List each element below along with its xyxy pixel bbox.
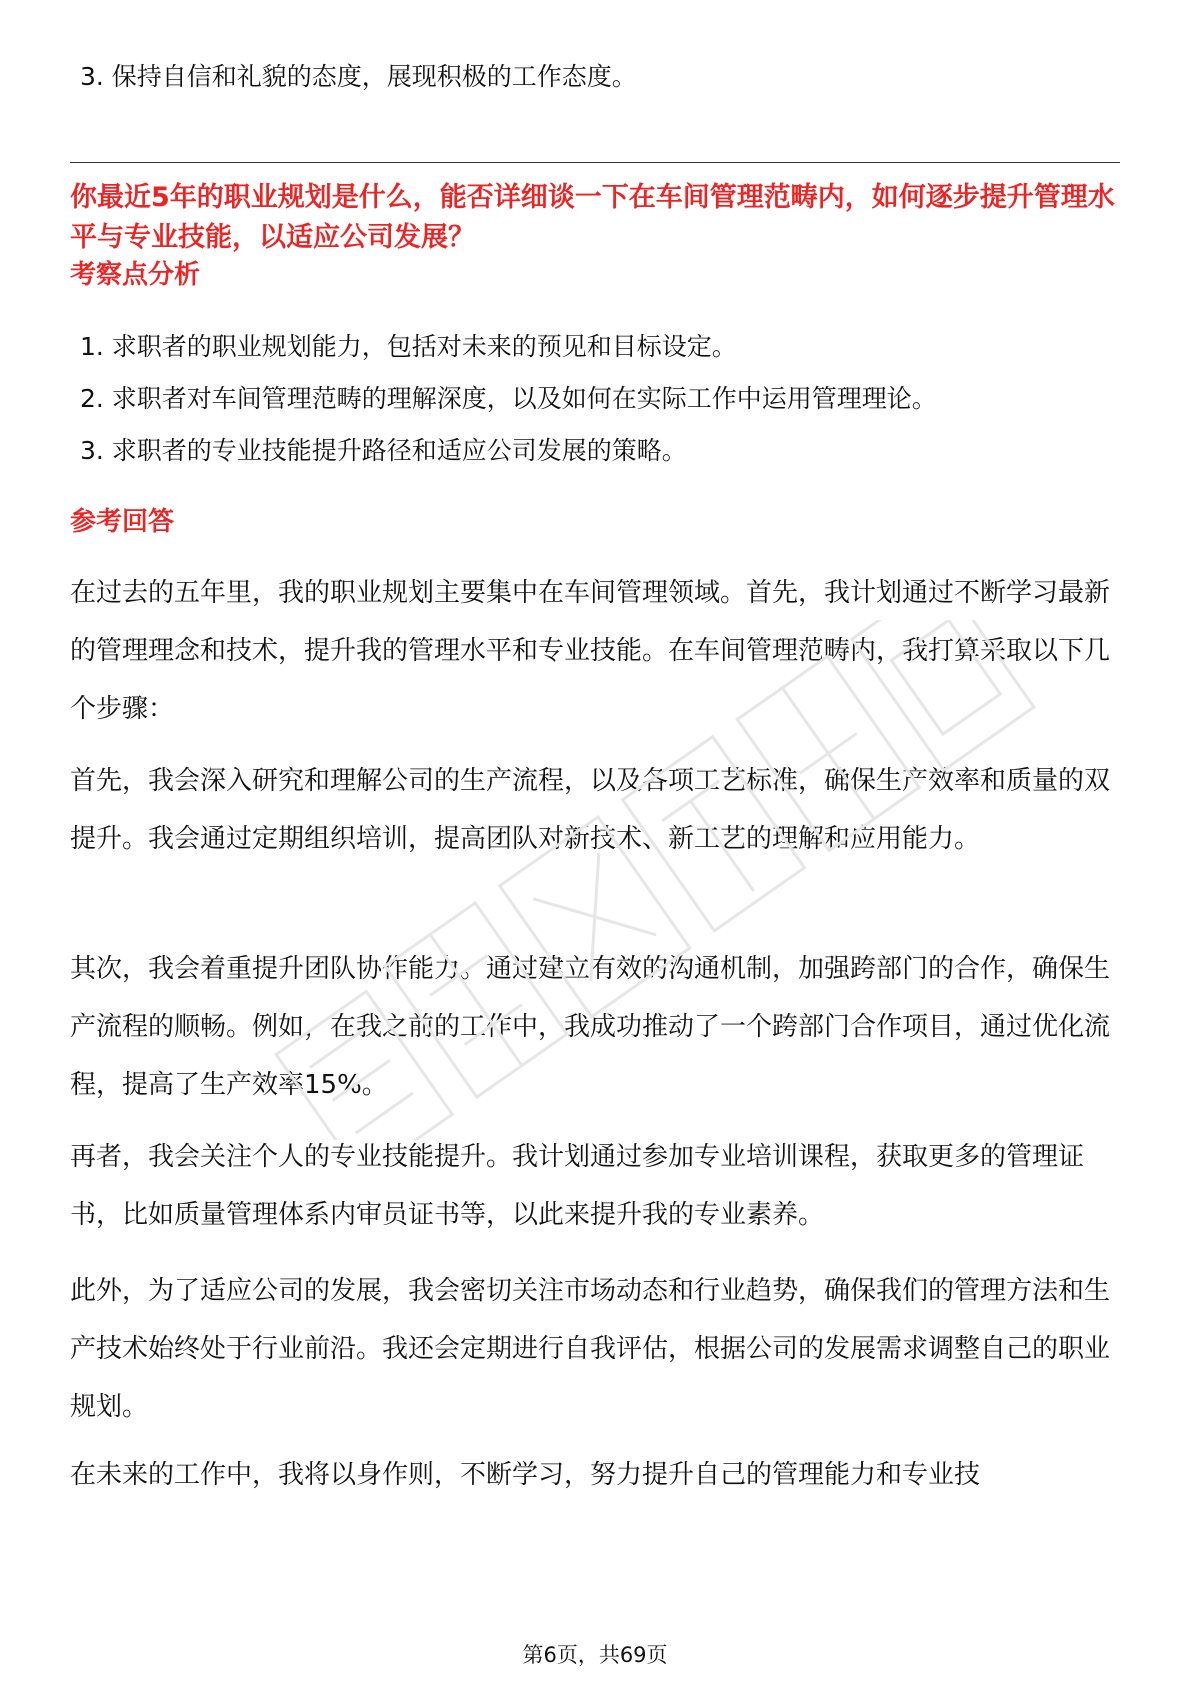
- answer-paragraph: 在过去的五年里，我的职业规划主要集中在车间管理领域。首先，我计划通过不断学习最新的管理理念和技术，提升我的管理水平和专业技能。在车间管理范畴内，我打算采取以下几个步骤：: [70, 578, 1111, 724]
- answer-paragraph: 再者，我会关注个人的专业技能提升。我计划通过参加专业培训课程，获取更多的管理证书，比如质量管理体系内审员证书等，以此来提升我的专业素养。: [70, 1142, 1085, 1230]
- answer-paragraph: 首先，我会深入研究和理解公司的生产流程，以及各项工艺标准，确保生产效率和质量的双提升。我会通过定期组织培训，提高团队对新技术、新工艺的理解和应用能力。: [70, 766, 1111, 854]
- answer-paragraph: 此外，为了适应公司的发展，我会密切关注市场动态和行业趋势，确保我们的管理方法和生产技术始终处于行业前沿。我还会定期进行自我评估，根据公司的发展需求调整自己的职业规划。: [70, 1276, 1111, 1422]
- section-divider: [70, 162, 1120, 163]
- answer-paragraph: 在未来的工作中，我将以身作则，不断学习，努力提升自己的管理能力和专业技: [70, 1460, 981, 1490]
- answer-paragraph: 其次，我会着重提升团队协作能力。通过建立有效的沟通机制，加强跨部门的合作，确保生产流程的顺畅。例如，在我之前的工作中，我成功推动了一个跨部门合作项目，通过优化流程，提高了生产效率15%。: [70, 954, 1111, 1100]
- analysis-item: 2. 求职者对车间管理范畴的理解深度，以及如何在实际工作中运用管理理论。: [80, 384, 937, 413]
- question-title: 你最近5年的职业规划是什么，能否详细谈一下在车间管理范畴内，如何逐步提升管理水平与专业技能，以适应公司发展？: [70, 182, 1115, 253]
- page-footer: 第6页，共69页: [522, 1643, 668, 1667]
- answer-heading: 参考回答: [70, 507, 175, 537]
- list-item: 3. 保持自信和礼貌的态度，展现积极的工作态度。: [80, 62, 637, 91]
- analysis-item: 1. 求职者的职业规划能力，包括对未来的预见和目标设定。: [80, 332, 737, 361]
- analysis-item: 3. 求职者的专业技能提升路径和适应公司发展的策略。: [80, 436, 687, 465]
- analysis-heading: 考察点分析: [70, 260, 201, 290]
